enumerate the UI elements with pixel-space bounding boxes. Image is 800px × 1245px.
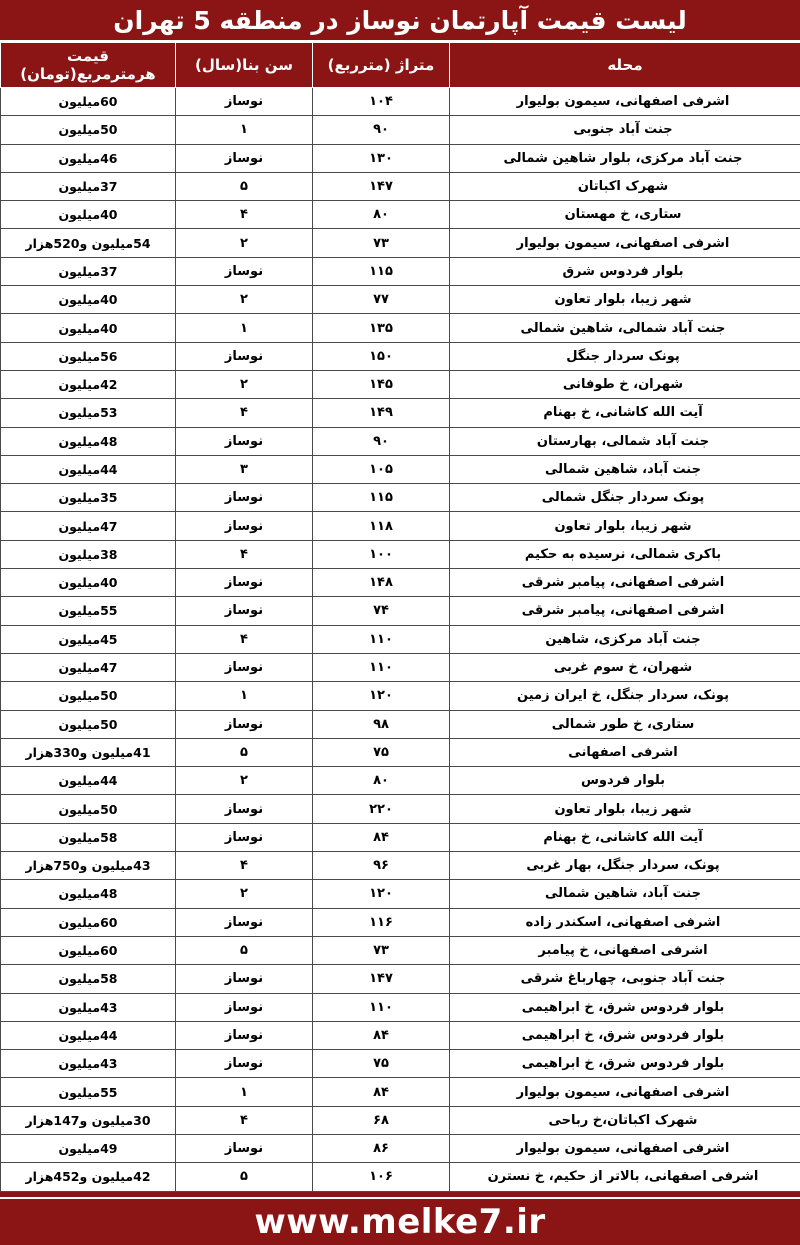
area-cell: آیت الله کاشانی، خ بهنام	[450, 399, 800, 427]
size-cell: ۱۰۰	[313, 540, 450, 568]
size-cell: ۱۲۰	[313, 682, 450, 710]
price-cell: 58میلیون	[1, 823, 176, 851]
table-row	[1, 172, 800, 200]
table-row	[1, 993, 800, 1021]
price-cell: 47میلیون	[1, 512, 176, 540]
size-cell: ۷۴	[313, 597, 450, 625]
area-cell: اشرفی اصفهانی، پیامبر شرقی	[450, 569, 800, 597]
age-cell: ۴	[176, 1106, 313, 1134]
size-cell: ۷۳	[313, 229, 450, 257]
price-cell: 60میلیون	[1, 908, 176, 936]
area-cell: بلوار فردوس شرق	[450, 257, 800, 285]
table-row	[1, 625, 800, 653]
age-cell: ۲	[176, 370, 313, 398]
area-cell: شهر زیبا، بلوار تعاون	[450, 795, 800, 823]
table-row	[1, 1106, 800, 1134]
size-cell: ۸۴	[313, 823, 450, 851]
area-cell: شهران، خ سوم غربی	[450, 653, 800, 681]
price-cell: 50میلیون	[1, 710, 176, 738]
age-cell: ۵	[176, 1163, 313, 1191]
price-cell: 56میلیون	[1, 342, 176, 370]
area-cell: پونک، سردار جنگل، خ ایران زمین	[450, 682, 800, 710]
area-cell: اشرفی اصفهانی، بالاتر از حکیم، خ نسترن	[450, 1163, 800, 1191]
table-row	[1, 286, 800, 314]
age-cell: نوساز	[176, 569, 313, 597]
header-size: متراژ (مترربع)	[313, 43, 450, 88]
table-header-row	[1, 43, 800, 88]
age-cell: نوساز	[176, 484, 313, 512]
size-cell: ۸۰	[313, 201, 450, 229]
age-cell: ۳	[176, 455, 313, 483]
area-cell: اشرفی اصفهانی، سیمون بولیوار	[450, 1078, 800, 1106]
table-row	[1, 1050, 800, 1078]
area-cell: پونک، سردار جنگل، بهار غربی	[450, 852, 800, 880]
area-cell: ستاری، خ طور شمالی	[450, 710, 800, 738]
table-row	[1, 484, 800, 512]
area-cell: پونک سردار جنگل شمالی	[450, 484, 800, 512]
age-cell: نوساز	[176, 1134, 313, 1162]
size-cell: ۱۴۷	[313, 172, 450, 200]
price-cell: 40میلیون	[1, 286, 176, 314]
price-cell: 40میلیون	[1, 569, 176, 597]
header-age: سن بنا(سال)	[176, 43, 313, 88]
area-cell: شهران، خ طوفانی	[450, 370, 800, 398]
price-cell: 50میلیون	[1, 116, 176, 144]
age-cell: نوساز	[176, 427, 313, 455]
area-cell: جنت آباد جنوبی	[450, 116, 800, 144]
age-cell: نوساز	[176, 795, 313, 823]
size-cell: ۱۳۰	[313, 144, 450, 172]
size-cell: ۹۰	[313, 427, 450, 455]
size-cell: ۱۱۶	[313, 908, 450, 936]
age-cell: ۱	[176, 314, 313, 342]
age-cell: ۲	[176, 767, 313, 795]
price-cell: 50میلیون	[1, 795, 176, 823]
area-cell: شهر زیبا، بلوار تعاون	[450, 286, 800, 314]
area-cell: جنت آباد شمالی، بهارستان	[450, 427, 800, 455]
area-cell: جنت آباد شمالی، شاهین شمالی	[450, 314, 800, 342]
age-cell: ۱	[176, 1078, 313, 1106]
size-cell: ۱۰۴	[313, 88, 450, 116]
area-cell: اشرفی اصفهانی، سیمون بولیوار	[450, 229, 800, 257]
size-cell: ۸۴	[313, 1021, 450, 1049]
size-cell: ۸۰	[313, 767, 450, 795]
area-cell: اشرفی اصفهانی، خ پیامبر	[450, 936, 800, 964]
price-cell: 47میلیون	[1, 653, 176, 681]
age-cell: ۵	[176, 172, 313, 200]
table-row	[1, 767, 800, 795]
size-cell: ۱۴۹	[313, 399, 450, 427]
table-row	[1, 1021, 800, 1049]
age-cell: ۴	[176, 201, 313, 229]
size-cell: ۶۸	[313, 1106, 450, 1134]
size-cell: ۷۳	[313, 936, 450, 964]
area-cell: اشرفی اصفهانی، اسکندر زاده	[450, 908, 800, 936]
area-cell: اشرفی اصفهانی، سیمون بولیوار	[450, 1134, 800, 1162]
age-cell: نوساز	[176, 653, 313, 681]
table-row	[1, 342, 800, 370]
size-cell: ۱۱۸	[313, 512, 450, 540]
price-cell: 35میلیون	[1, 484, 176, 512]
table-row	[1, 314, 800, 342]
table-row	[1, 795, 800, 823]
table-row	[1, 201, 800, 229]
price-cell: 45میلیون	[1, 625, 176, 653]
area-cell: اشرفی اصفهانی	[450, 738, 800, 766]
age-cell: ۴	[176, 540, 313, 568]
size-cell: ۱۲۰	[313, 880, 450, 908]
table-row	[1, 1078, 800, 1106]
table-row	[1, 512, 800, 540]
size-cell: ۸۴	[313, 1078, 450, 1106]
price-cell: 44میلیون	[1, 767, 176, 795]
age-cell: ۵	[176, 738, 313, 766]
size-cell: ۱۴۷	[313, 965, 450, 993]
table-row	[1, 682, 800, 710]
table-row	[1, 908, 800, 936]
price-cell: 58میلیون	[1, 965, 176, 993]
table-row	[1, 965, 800, 993]
price-cell: 55میلیون	[1, 1078, 176, 1106]
area-cell: اشرفی اصفهانی، سیمون بولیوار	[450, 88, 800, 116]
price-cell: 38میلیون	[1, 540, 176, 568]
age-cell: نوساز	[176, 908, 313, 936]
price-cell: 55میلیون	[1, 597, 176, 625]
age-cell: نوساز	[176, 1021, 313, 1049]
table-row	[1, 257, 800, 285]
price-cell: 46میلیون	[1, 144, 176, 172]
price-cell: 37میلیون	[1, 172, 176, 200]
age-cell: نوساز	[176, 88, 313, 116]
table-row	[1, 597, 800, 625]
area-cell: شهرک اکباتان	[450, 172, 800, 200]
price-cell: 42میلیون	[1, 370, 176, 398]
size-cell: ۱۴۵	[313, 370, 450, 398]
age-cell: نوساز	[176, 993, 313, 1021]
size-cell: ۷۷	[313, 286, 450, 314]
area-cell: آیت الله کاشانی، خ بهنام	[450, 823, 800, 851]
price-cell: 43میلیون	[1, 1050, 176, 1078]
size-cell: ۸۶	[313, 1134, 450, 1162]
age-cell: ۲	[176, 880, 313, 908]
age-cell: ۴	[176, 852, 313, 880]
age-cell: نوساز	[176, 965, 313, 993]
area-cell: اشرفی اصفهانی، پیامبر شرقی	[450, 597, 800, 625]
area-cell: جنت آباد، شاهین شمالی	[450, 455, 800, 483]
age-cell: نوساز	[176, 144, 313, 172]
price-cell: 41میلیون و330هزار	[1, 738, 176, 766]
table-row	[1, 455, 800, 483]
price-cell: 60میلیون	[1, 88, 176, 116]
age-cell: ۱	[176, 682, 313, 710]
price-cell: 37میلیون	[1, 257, 176, 285]
table-row	[1, 427, 800, 455]
price-cell: 48میلیون	[1, 880, 176, 908]
table-row	[1, 1163, 800, 1191]
size-cell: ۱۰۵	[313, 455, 450, 483]
age-cell: نوساز	[176, 512, 313, 540]
size-cell: ۲۲۰	[313, 795, 450, 823]
size-cell: ۷۵	[313, 738, 450, 766]
price-cell: 43میلیون	[1, 993, 176, 1021]
size-cell: ۱۳۵	[313, 314, 450, 342]
area-cell: بلوار فردوس	[450, 767, 800, 795]
table-row	[1, 540, 800, 568]
age-cell: ۲	[176, 286, 313, 314]
size-cell: ۹۸	[313, 710, 450, 738]
age-cell: نوساز	[176, 823, 313, 851]
table-row	[1, 710, 800, 738]
price-cell: 44میلیون	[1, 455, 176, 483]
price-cell: 44میلیون	[1, 1021, 176, 1049]
size-cell: ۹۶	[313, 852, 450, 880]
size-cell: ۱۵۰	[313, 342, 450, 370]
size-cell: ۱۱۰	[313, 653, 450, 681]
price-cell: 48میلیون	[1, 427, 176, 455]
area-cell: ستاری، خ مهستان	[450, 201, 800, 229]
table-row	[1, 852, 800, 880]
price-cell: 60میلیون	[1, 936, 176, 964]
table-body	[1, 88, 800, 1192]
size-cell: ۱۰۶	[313, 1163, 450, 1191]
area-cell: شهرک اکباتان،خ رباحی	[450, 1106, 800, 1134]
area-cell: پونک سردار جنگل	[450, 342, 800, 370]
table-row	[1, 370, 800, 398]
table-row	[1, 653, 800, 681]
age-cell: ۵	[176, 936, 313, 964]
table-row	[1, 229, 800, 257]
size-cell: ۱۱۵	[313, 257, 450, 285]
age-cell: نوساز	[176, 257, 313, 285]
age-cell: ۲	[176, 229, 313, 257]
table-row	[1, 936, 800, 964]
size-cell: ۷۵	[313, 1050, 450, 1078]
table-row	[1, 399, 800, 427]
table-row	[1, 569, 800, 597]
area-cell: بلوار فردوس شرق، خ ابراهیمی	[450, 1050, 800, 1078]
table-row	[1, 88, 800, 116]
size-cell: ۱۴۸	[313, 569, 450, 597]
website-footer: www.melke7.ir	[0, 1197, 800, 1245]
area-cell: جنت آباد، شاهین شمالی	[450, 880, 800, 908]
size-cell: ۱۱۰	[313, 625, 450, 653]
age-cell: نوساز	[176, 597, 313, 625]
page-title: لیست قیمت آپارتمان نوساز در منطقه 5 تهران	[0, 0, 800, 42]
table-row	[1, 738, 800, 766]
price-table	[0, 42, 800, 1192]
table-row	[1, 823, 800, 851]
area-cell: جنت آباد مرکزی، شاهین	[450, 625, 800, 653]
price-cell: 40میلیون	[1, 201, 176, 229]
size-cell: ۱۱۰	[313, 993, 450, 1021]
header-area: محله	[450, 43, 800, 88]
price-cell: 50میلیون	[1, 682, 176, 710]
age-cell: نوساز	[176, 710, 313, 738]
price-cell: 40میلیون	[1, 314, 176, 342]
price-cell: 49میلیون	[1, 1134, 176, 1162]
age-cell: ۴	[176, 625, 313, 653]
age-cell: نوساز	[176, 1050, 313, 1078]
table-row	[1, 144, 800, 172]
size-cell: ۱۱۵	[313, 484, 450, 512]
header-price: قیمت هرمترمربع(تومان)	[1, 43, 176, 88]
price-cell: 54میلیون و520هزار	[1, 229, 176, 257]
table-row	[1, 116, 800, 144]
price-cell: 53میلیون	[1, 399, 176, 427]
price-cell: 30میلیون و147هزار	[1, 1106, 176, 1134]
table-row	[1, 1134, 800, 1162]
size-cell: ۹۰	[313, 116, 450, 144]
area-cell: شهر زیبا، بلوار تعاون	[450, 512, 800, 540]
area-cell: جنت آباد جنوبی، چهارباغ شرقی	[450, 965, 800, 993]
age-cell: ۴	[176, 399, 313, 427]
age-cell: ۱	[176, 116, 313, 144]
area-cell: بلوار فردوس شرق، خ ابراهیمی	[450, 993, 800, 1021]
area-cell: باکری شمالی، نرسیده به حکیم	[450, 540, 800, 568]
area-cell: جنت آباد مرکزی، بلوار شاهین شمالی	[450, 144, 800, 172]
table-row	[1, 880, 800, 908]
price-cell: 43میلیون و750هزار	[1, 852, 176, 880]
age-cell: نوساز	[176, 342, 313, 370]
price-cell: 42میلیون و452هزار	[1, 1163, 176, 1191]
area-cell: بلوار فردوس شرق، خ ابراهیمی	[450, 1021, 800, 1049]
